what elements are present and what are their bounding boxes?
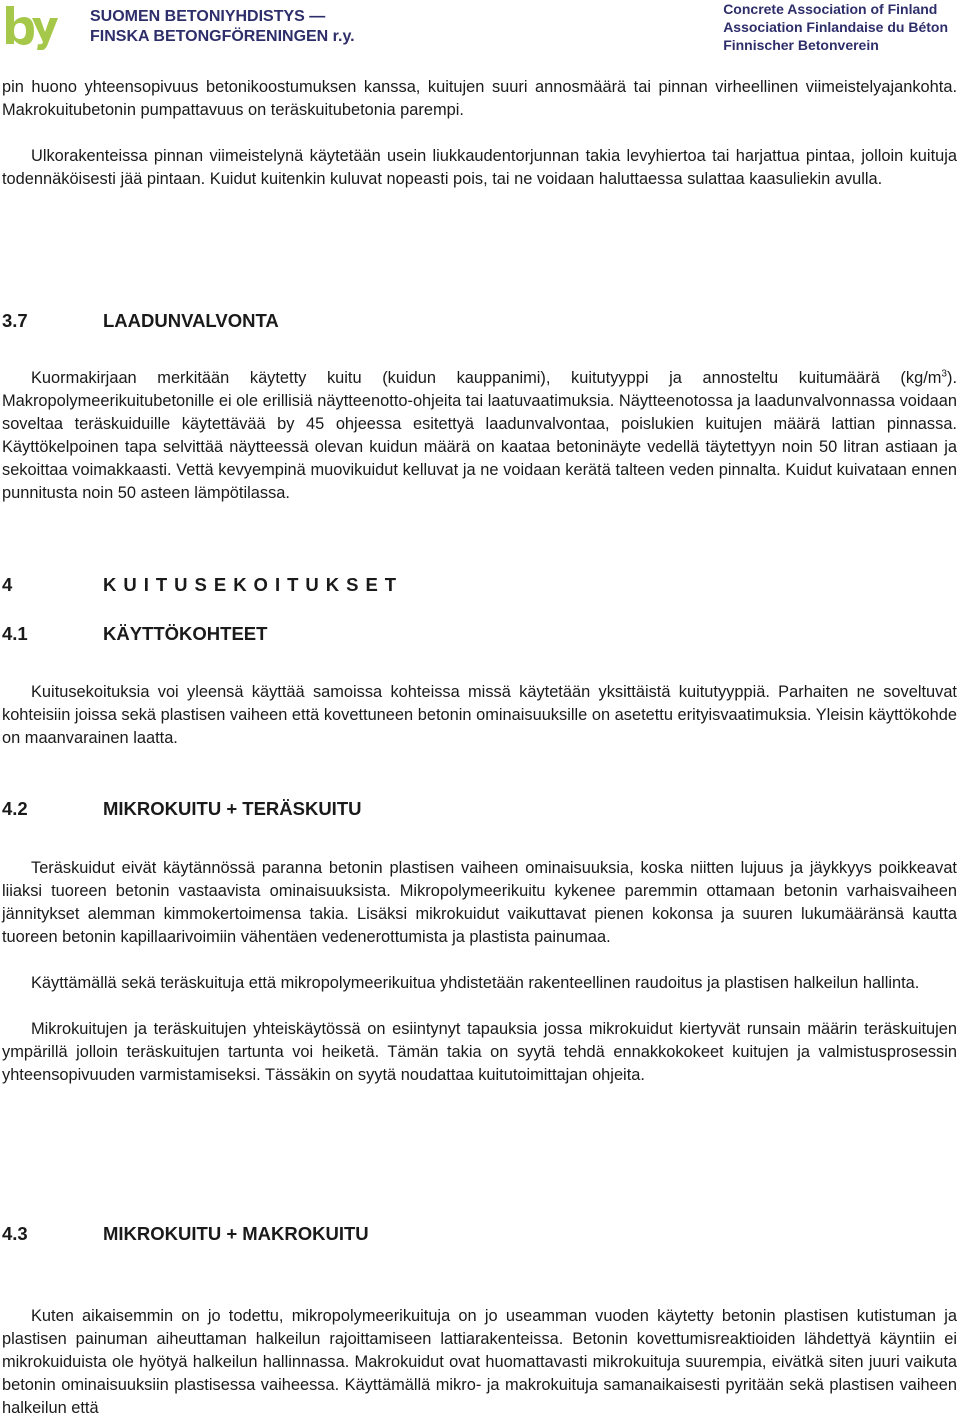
section-number: 4.2 xyxy=(2,798,28,819)
paragraph: Kuten aikaisemmin on jo todettu, mikropolymeerikuituja on jo useamman vuoden käytetty betonin plastisen kutistuman ja plastisen painuman aiheuttaman halkeilun rajoittamiseen lattiarakenteissa. Betonin kovettumisreaktioiden lähdettyä käyntiin ei mikrokuiduista ole hyötyä halkeilun hallinnassa. Makrokuidut ovat huomattavasti mikrokuituja suurempia, eivätkä siten juuri vaikuta betonin ominaisuuksiin plastisessa vaiheessa. Käyttämällä mikro- ja makrokuituja samanaikaisesti pyritään sekä plastisen vaiheen halkeilun että xyxy=(2,1307,957,1417)
section-title: LAADUNVALVONTA xyxy=(103,310,279,331)
org-name-sv: FINSKA BETONGFÖRENINGEN r.y. xyxy=(90,28,355,45)
superscript: 3 xyxy=(941,368,947,380)
section-title: KUITUSEKOITUKSET xyxy=(103,574,404,595)
paragraph: Kuitusekoituksia voi yleensä käyttää samoissa kohteissa missä käytetään yksittäistä kuitutyyppiä. Parhaiten ne soveltuvat kohteisiin joissa sekä plastisen vaiheen että kovettuneen betonin ominaisuuksille on asetettu erityisvaatimuksia. Yleisin käyttökohde on maanvarainen laatta. xyxy=(2,683,957,747)
paragraph: Mikrokuitujen ja teräskuitujen yhteiskäytössä on esiintynyt tapauksia jossa mikrokuidut kiertyvät runsain määrin teräskuitujen ympärillä jolloin teräskuitujen tartunta voi heiketä. Tämän takia on syytä tehdä ennakkokokeet kuitujen ja valmistusprosessin yhteensopivuuden varmistamiseksi. Tässäkin on syytä noudattaa kuitutoimittajan ohjeita. xyxy=(2,1020,957,1084)
section-body-4-3 xyxy=(2,1305,957,1420)
section-number: 4 xyxy=(2,574,13,595)
paragraph: pin huono yhteensopivuus betonikoostumuksen kanssa, kuitujen suuri annosmäärä tai pinnan virheellinen viimeistelyajankohta. Makrokuitubetonin pumpattavuus on teräskuitubetonia parempi. xyxy=(2,78,957,119)
org-name-fi: SUOMEN BETONIYHDISTYS — xyxy=(90,8,326,25)
paragraph xyxy=(2,367,957,505)
org-name-other-languages xyxy=(723,0,948,54)
section-heading-4-2 xyxy=(2,797,362,821)
section-title: MIKROKUITU + TERÄSKUITU xyxy=(103,798,362,819)
org-name-en: Concrete Association of Finland xyxy=(723,1,938,17)
paragraph: Käyttämällä sekä teräskuituja että mikropolymeerikuitua yhdistetään rakenteellinen raudoitus ja plastisen halkeilun hallinta. xyxy=(31,974,920,992)
section-number: 4.3 xyxy=(2,1223,28,1244)
paragraph: Ulkorakenteissa pinnan viimeistelynä käytetään usein liukkaudentorjunnan takia levyhiertoa tai harjattua pintaa, jolloin kuituja todennäköisesti jää pintaan. Kuidut kuitenkin kuluvat nopeasti pois, tai ne voidaan haluttaessa sulattaa kaasuliekin avulla. xyxy=(2,147,957,188)
section-number: 3.7 xyxy=(2,310,28,331)
section-heading-4-3 xyxy=(2,1222,369,1246)
org-name-fi-sv xyxy=(90,7,355,47)
section-heading-4-1 xyxy=(2,622,267,646)
org-name-de: Finnischer Betonverein xyxy=(723,37,879,53)
section-heading-3-7 xyxy=(2,309,279,333)
paragraph: Teräskuidut eivät käytännössä paranna betonin plastisen vaiheen ominaisuuksia, koska niitten lujuus ja jäykkyys poikkeavat liiaksi tuoreen betonin vastaavista ominaisuuksista. Mikropolymeerikuitu kykenee paremmin ottamaan betonin varhaisvaiheen jännitykset alemman kimmokertoimensa takia. Lisäksi mikrokuidut vaikuttavat pienen kokonsa ja suuren lukumääränsä kautta tuoreen betonin kapillaarivoimiin vähentäen vedenerottumista ja plastista painumaa. xyxy=(2,859,957,946)
paragraph-text: ). Makropolymeerikuitubetonille ei ole erillisiä näytteenotto-ohjeita tai laatuvaatimuksia. Näytteenotossa ja laadunvalvonnassa voidaan soveltaa teräskuiduille käytettävää by 45 ohjeessa esitettyä laadunvalvontaa, poislukien kuitujen määrä lattian pinnassa. Käyttökelpoinen tapa selvittää näytteessä olevan kuidun määrä on kaataa betoninäyte vedellä täytettyyn noin 50 litran astiaan ja sekoittaa voimakkaasti. Vettä kevyempinä muovikuidut kelluvat ja ne voidaan kerätä talteen veden pinnalta. Kuidut kuivataan ennen punnitusta noin 50 asteen lämpötilassa. xyxy=(2,369,957,502)
intro-text xyxy=(2,76,957,191)
section-body-4-1 xyxy=(2,681,957,750)
section-heading-4 xyxy=(2,573,403,597)
section-number: 4.1 xyxy=(2,623,28,644)
org-name-fr: Association Finlandaise du Béton xyxy=(723,19,948,35)
section-title: MIKROKUITU + MAKROKUITU xyxy=(103,1223,369,1244)
page-header xyxy=(0,0,960,52)
paragraph-text: Kuormakirjaan merkitään käytetty kuitu (kuidun kauppanimi), kuitutyyppi ja annosteltu kuitumäärä (kg/m xyxy=(31,369,942,387)
by-logo xyxy=(4,4,58,50)
section-body-4-2 xyxy=(2,857,957,1087)
section-body-3-7 xyxy=(2,367,957,505)
section-title: KÄYTTÖKOHTEET xyxy=(103,623,268,644)
